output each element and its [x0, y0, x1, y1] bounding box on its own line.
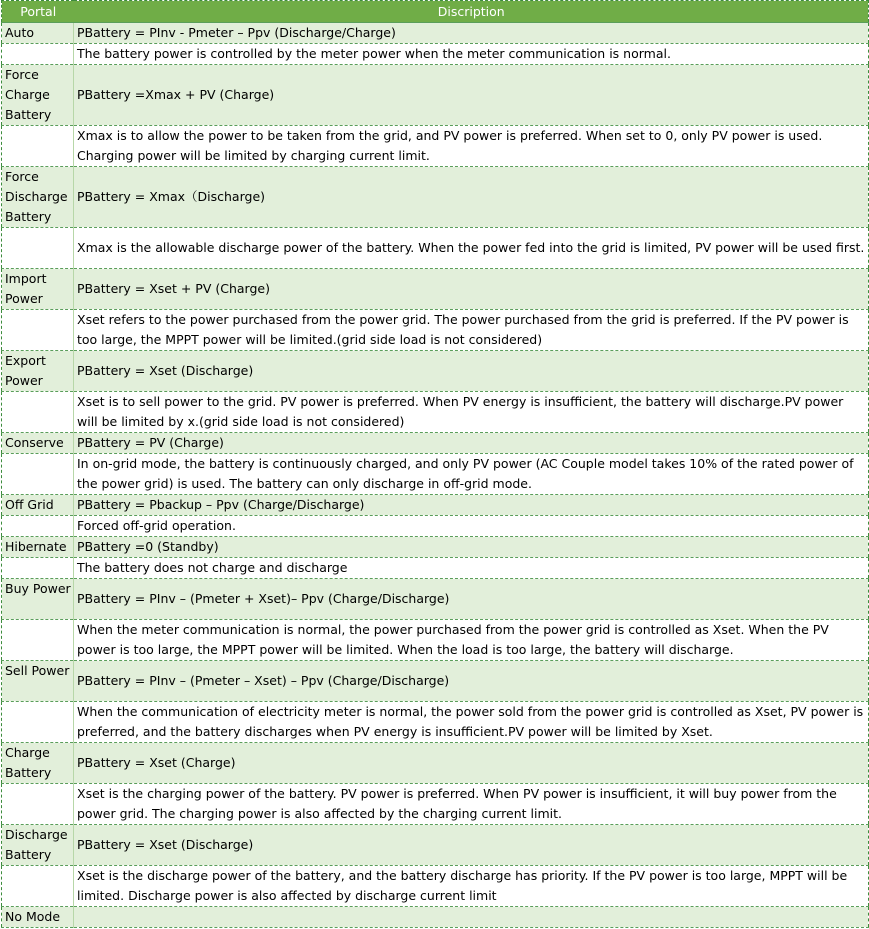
- table-row: [2, 537, 869, 558]
- empty-portal-cell: [2, 516, 74, 537]
- portal-cell: No Mode: [2, 907, 74, 928]
- table-row: [2, 351, 869, 392]
- formula-cell: PBattery =Xmax + PV (Charge): [74, 65, 869, 126]
- portal-cell: Conserve: [2, 433, 74, 454]
- table-row: [2, 269, 869, 310]
- portal-cell: Force Discharge Battery: [2, 167, 74, 228]
- header-description: Discription: [74, 1, 869, 23]
- empty-portal-cell: [2, 392, 74, 433]
- table-row: [2, 454, 869, 495]
- table-row: [2, 784, 869, 825]
- formula-cell: PBattery = Xset (Discharge): [74, 825, 869, 866]
- formula-cell: [74, 907, 869, 928]
- description-cell: When the meter communication is normal, the power purchased from the power grid is controlled as Xset. When the PV power is too large, the MPPT power will be limited. When the load is too large, the battery will discharge.: [74, 620, 869, 661]
- description-cell: Xmax is the allowable discharge power of the battery. When the power fed into the grid is limited, PV power will be used first.: [74, 228, 869, 269]
- empty-portal-cell: [2, 784, 74, 825]
- description-cell: Xmax is to allow the power to be taken from the grid, and PV power is preferred. When set to 0, only PV power is used. Charging power will be limited by charging current limit.: [74, 126, 869, 167]
- description-cell: Xset is the discharge power of the battery, and the battery discharge has priority. If the PV power is too large, MPPT will be limited. Discharge power is also affected by discharge current limit: [74, 866, 869, 907]
- description-cell: The battery does not charge and discharge: [74, 558, 869, 579]
- table-body: [2, 23, 869, 928]
- table-row: [2, 433, 869, 454]
- formula-cell: PBattery = Xmax（Discharge): [74, 167, 869, 228]
- portal-cell: Hibernate: [2, 537, 74, 558]
- header-portal: Portal: [2, 1, 74, 23]
- empty-portal-cell: [2, 454, 74, 495]
- table-row: [2, 866, 869, 907]
- table-row: [2, 558, 869, 579]
- formula-cell: PBattery = Xset (Discharge): [74, 351, 869, 392]
- portal-cell: Charge Battery: [2, 743, 74, 784]
- table-row: [2, 661, 869, 702]
- empty-portal-cell: [2, 44, 74, 65]
- empty-portal-cell: [2, 558, 74, 579]
- description-cell: In on-grid mode, the battery is continuously charged, and only PV power (AC Couple model takes 10% of the rated power of the power grid) is used. The battery can only discharge in off-grid mode.: [74, 454, 869, 495]
- table-row: [2, 310, 869, 351]
- portal-cell: Off Grid: [2, 495, 74, 516]
- formula-cell: PBattery = PInv - Pmeter – Ppv (Discharge/Charge): [74, 23, 869, 44]
- formula-cell: PBattery = Xset (Charge): [74, 743, 869, 784]
- empty-portal-cell: [2, 228, 74, 269]
- table-row: [2, 65, 869, 126]
- table-row: [2, 495, 869, 516]
- formula-cell: PBattery = PInv – (Pmeter + Xset)– Ppv (Charge/Discharge): [74, 579, 869, 620]
- formula-cell: PBattery = PInv – (Pmeter – Xset) – Ppv (Charge/Discharge): [74, 661, 869, 702]
- table-row: [2, 579, 869, 620]
- empty-portal-cell: [2, 702, 74, 743]
- portal-cell: Buy Power: [2, 579, 74, 620]
- description-cell: Xset is to sell power to the grid. PV power is preferred. When PV energy is insufficient, the battery will discharge.PV power will be limited by x.(grid side load is not considered): [74, 392, 869, 433]
- table-row: [2, 743, 869, 784]
- table-row: [2, 126, 869, 167]
- description-cell: When the communication of electricity meter is normal, the power sold from the power grid is controlled as Xset, PV power is preferred, and the battery discharges when PV energy is insufficient.PV power will be limited by Xset.: [74, 702, 869, 743]
- portal-mode-table: [1, 0, 869, 928]
- portal-cell: Discharge Battery: [2, 825, 74, 866]
- description-cell: Forced off-grid operation.: [74, 516, 869, 537]
- table-row: [2, 516, 869, 537]
- table-row: [2, 620, 869, 661]
- table-header-row: [2, 1, 869, 23]
- description-cell: The battery power is controlled by the meter power when the meter communication is normal.: [74, 44, 869, 65]
- empty-portal-cell: [2, 866, 74, 907]
- portal-cell: Auto: [2, 23, 74, 44]
- formula-cell: PBattery = Xset + PV (Charge): [74, 269, 869, 310]
- table-row: [2, 228, 869, 269]
- portal-cell: Sell Power: [2, 661, 74, 702]
- table-row: [2, 392, 869, 433]
- portal-cell: Export Power: [2, 351, 74, 392]
- empty-portal-cell: [2, 126, 74, 167]
- formula-cell: PBattery = Pbackup – Ppv (Charge/Discharge): [74, 495, 869, 516]
- description-cell: Xset refers to the power purchased from the power grid. The power purchased from the grid is preferred. If the PV power is too large, the MPPT power will be limited.(grid side load is not considered): [74, 310, 869, 351]
- description-cell: Xset is the charging power of the battery. PV power is preferred. When PV power is insufficient, it will buy power from the power grid. The charging power is also affected by the charging current limit.: [74, 784, 869, 825]
- formula-cell: PBattery = PV (Charge): [74, 433, 869, 454]
- table-row: [2, 825, 869, 866]
- table-row: [2, 23, 869, 44]
- table-row: [2, 44, 869, 65]
- formula-cell: PBattery =0 (Standby): [74, 537, 869, 558]
- table-row: [2, 702, 869, 743]
- empty-portal-cell: [2, 310, 74, 351]
- portal-cell: Force Charge Battery: [2, 65, 74, 126]
- table-row: [2, 167, 869, 228]
- empty-portal-cell: [2, 620, 74, 661]
- table-row: [2, 907, 869, 928]
- portal-cell: Import Power: [2, 269, 74, 310]
